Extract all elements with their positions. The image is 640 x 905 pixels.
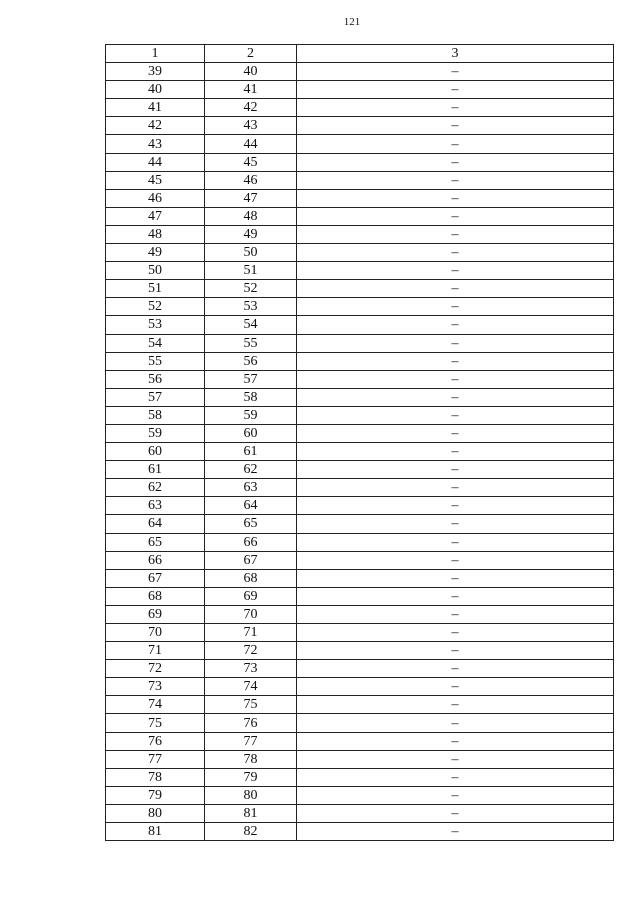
table-cell-col-1: 54 <box>106 334 205 352</box>
table-cell-col-3: – <box>297 569 614 587</box>
data-table <box>105 44 614 841</box>
table-cell-col-2: 74 <box>205 678 297 696</box>
table-cell-col-2: 77 <box>205 732 297 750</box>
table-row <box>106 461 614 479</box>
table-cell-col-3: – <box>297 732 614 750</box>
table-cell-col-3: – <box>297 298 614 316</box>
table-row <box>106 99 614 117</box>
table-cell-col-1: 55 <box>106 352 205 370</box>
table-row <box>106 81 614 99</box>
table-cell-col-1: 49 <box>106 244 205 262</box>
table-row <box>106 533 614 551</box>
table-cell-col-1: 79 <box>106 786 205 804</box>
table-cell-col-2: 58 <box>205 388 297 406</box>
table-cell-col-3: – <box>297 352 614 370</box>
table-cell-col-1: 80 <box>106 804 205 822</box>
table-cell-col-2: 79 <box>205 768 297 786</box>
table-cell-col-3: – <box>297 244 614 262</box>
table-cell-col-1: 64 <box>106 515 205 533</box>
table-cell-col-1: 67 <box>106 569 205 587</box>
table-row <box>106 497 614 515</box>
table-row <box>106 298 614 316</box>
table-row <box>106 714 614 732</box>
table-cell-col-1: 81 <box>106 823 205 841</box>
table-cell-col-2: 55 <box>205 334 297 352</box>
table-cell-col-1: 66 <box>106 551 205 569</box>
table-cell-col-2: 72 <box>205 642 297 660</box>
table-cell-col-3: – <box>297 660 614 678</box>
table-row <box>106 225 614 243</box>
table-row <box>106 732 614 750</box>
table-cell-col-3: – <box>297 388 614 406</box>
table-cell-col-2: 73 <box>205 660 297 678</box>
table-row <box>106 587 614 605</box>
table-cell-col-2: 81 <box>205 804 297 822</box>
table-cell-col-3: – <box>297 171 614 189</box>
table-cell-col-1: 62 <box>106 479 205 497</box>
table-cell-col-1: 52 <box>106 298 205 316</box>
table-cell-col-2: 48 <box>205 207 297 225</box>
table-row <box>106 135 614 153</box>
table-row <box>106 316 614 334</box>
table-header <box>106 45 614 63</box>
table-cell-col-1: 74 <box>106 696 205 714</box>
table-cell-col-1: 51 <box>106 280 205 298</box>
table-cell-col-3: – <box>297 696 614 714</box>
table-cell-col-2: 50 <box>205 244 297 262</box>
table-cell-col-3: – <box>297 678 614 696</box>
table-cell-col-1: 53 <box>106 316 205 334</box>
table-row <box>106 370 614 388</box>
table-cell-col-3: – <box>297 443 614 461</box>
table-row <box>106 569 614 587</box>
table-cell-col-1: 40 <box>106 81 205 99</box>
table-cell-col-3: – <box>297 99 614 117</box>
table-cell-col-3: – <box>297 587 614 605</box>
table-cell-col-3: – <box>297 786 614 804</box>
table-cell-col-2: 65 <box>205 515 297 533</box>
table-cell-col-1: 45 <box>106 171 205 189</box>
page-number: 121 <box>343 16 361 28</box>
table-cell-col-2: 82 <box>205 823 297 841</box>
table-cell-col-2: 68 <box>205 569 297 587</box>
table-cell-col-3: – <box>297 189 614 207</box>
table-row <box>106 207 614 225</box>
table-cell-col-2: 47 <box>205 189 297 207</box>
table-cell-col-1: 56 <box>106 370 205 388</box>
table-cell-col-3: – <box>297 461 614 479</box>
table-cell-col-2: 49 <box>205 225 297 243</box>
table-cell-col-1: 78 <box>106 768 205 786</box>
table-cell-col-3: – <box>297 515 614 533</box>
table-cell-col-1: 75 <box>106 714 205 732</box>
table-row <box>106 262 614 280</box>
table-row <box>106 551 614 569</box>
table-cell-col-1: 48 <box>106 225 205 243</box>
table-row <box>106 696 614 714</box>
table-cell-col-1: 60 <box>106 443 205 461</box>
table-cell-col-2: 78 <box>205 750 297 768</box>
table-row <box>106 786 614 804</box>
table-cell-col-1: 39 <box>106 63 205 81</box>
table-cell-col-3: – <box>297 551 614 569</box>
table-cell-col-3: – <box>297 316 614 334</box>
table-cell-col-3: – <box>297 207 614 225</box>
table-cell-col-2: 80 <box>205 786 297 804</box>
table-row <box>106 352 614 370</box>
table-row <box>106 768 614 786</box>
table-cell-col-3: – <box>297 533 614 551</box>
table-cell-col-3: – <box>297 497 614 515</box>
table-cell-col-2: 41 <box>205 81 297 99</box>
table-row <box>106 63 614 81</box>
table-cell-col-1: 59 <box>106 424 205 442</box>
table-cell-col-2: 56 <box>205 352 297 370</box>
table-row <box>106 804 614 822</box>
table-cell-col-2: 70 <box>205 605 297 623</box>
table-cell-col-2: 52 <box>205 280 297 298</box>
table-row <box>106 424 614 442</box>
table-cell-col-1: 57 <box>106 388 205 406</box>
table-cell-col-2: 44 <box>205 135 297 153</box>
table-cell-col-2: 59 <box>205 406 297 424</box>
table-cell-col-2: 43 <box>205 117 297 135</box>
table-row <box>106 171 614 189</box>
table-cell-col-1: 72 <box>106 660 205 678</box>
table-cell-col-3: – <box>297 81 614 99</box>
table-row <box>106 678 614 696</box>
table-cell-col-1: 50 <box>106 262 205 280</box>
table-cell-col-1: 43 <box>106 135 205 153</box>
table-cell-col-1: 65 <box>106 533 205 551</box>
table-row <box>106 117 614 135</box>
table-cell-col-2: 57 <box>205 370 297 388</box>
column-header-2: 2 <box>205 45 297 63</box>
table-cell-col-2: 76 <box>205 714 297 732</box>
table-cell-col-1: 70 <box>106 624 205 642</box>
table-row <box>106 823 614 841</box>
table-row <box>106 334 614 352</box>
table-cell-col-1: 73 <box>106 678 205 696</box>
table-cell-col-2: 71 <box>205 624 297 642</box>
table-cell-col-3: – <box>297 406 614 424</box>
table-row <box>106 624 614 642</box>
table-cell-col-2: 51 <box>205 262 297 280</box>
table-cell-col-1: 41 <box>106 99 205 117</box>
table-cell-col-1: 77 <box>106 750 205 768</box>
table-row <box>106 280 614 298</box>
table-cell-col-3: – <box>297 768 614 786</box>
table-cell-col-2: 60 <box>205 424 297 442</box>
table-cell-col-3: – <box>297 823 614 841</box>
table-row <box>106 660 614 678</box>
table-cell-col-3: – <box>297 750 614 768</box>
table-row <box>106 605 614 623</box>
table-cell-col-2: 42 <box>205 99 297 117</box>
table-cell-col-2: 53 <box>205 298 297 316</box>
table-cell-col-2: 64 <box>205 497 297 515</box>
table-cell-col-1: 71 <box>106 642 205 660</box>
table-cell-col-2: 45 <box>205 153 297 171</box>
table-row <box>106 515 614 533</box>
table-cell-col-2: 75 <box>205 696 297 714</box>
table-cell-col-2: 63 <box>205 479 297 497</box>
table-cell-col-3: – <box>297 225 614 243</box>
table-cell-col-3: – <box>297 63 614 81</box>
table-row <box>106 388 614 406</box>
table-cell-col-3: – <box>297 370 614 388</box>
table-cell-col-3: – <box>297 334 614 352</box>
column-header-3: 3 <box>297 45 614 63</box>
table-cell-col-3: – <box>297 153 614 171</box>
table-cell-col-1: 69 <box>106 605 205 623</box>
table-cell-col-2: 40 <box>205 63 297 81</box>
table-cell-col-3: – <box>297 280 614 298</box>
table-cell-col-1: 47 <box>106 207 205 225</box>
table-row <box>106 153 614 171</box>
column-header-1: 1 <box>106 45 205 63</box>
table-cell-col-3: – <box>297 479 614 497</box>
table-cell-col-2: 69 <box>205 587 297 605</box>
table-cell-col-1: 46 <box>106 189 205 207</box>
table-row <box>106 750 614 768</box>
table-cell-col-1: 61 <box>106 461 205 479</box>
table-cell-col-2: 66 <box>205 533 297 551</box>
table-cell-col-1: 44 <box>106 153 205 171</box>
table-cell-col-3: – <box>297 642 614 660</box>
table-cell-col-1: 63 <box>106 497 205 515</box>
table-cell-col-3: – <box>297 117 614 135</box>
table-cell-col-3: – <box>297 135 614 153</box>
table-row <box>106 189 614 207</box>
table-cell-col-3: – <box>297 714 614 732</box>
table-cell-col-1: 42 <box>106 117 205 135</box>
table-cell-col-2: 54 <box>205 316 297 334</box>
table-cell-col-3: – <box>297 605 614 623</box>
table-cell-col-3: – <box>297 262 614 280</box>
table-body <box>106 63 614 841</box>
header-row <box>106 45 614 63</box>
table-cell-col-1: 76 <box>106 732 205 750</box>
table-row <box>106 479 614 497</box>
table-cell-col-2: 67 <box>205 551 297 569</box>
table-cell-col-3: – <box>297 424 614 442</box>
table-cell-col-3: – <box>297 804 614 822</box>
table-cell-col-2: 46 <box>205 171 297 189</box>
table-row <box>106 244 614 262</box>
table-row <box>106 406 614 424</box>
table-cell-col-1: 58 <box>106 406 205 424</box>
table-cell-col-1: 68 <box>106 587 205 605</box>
table-row <box>106 443 614 461</box>
table-row <box>106 642 614 660</box>
table-cell-col-2: 61 <box>205 443 297 461</box>
table-cell-col-2: 62 <box>205 461 297 479</box>
table-cell-col-3: – <box>297 624 614 642</box>
